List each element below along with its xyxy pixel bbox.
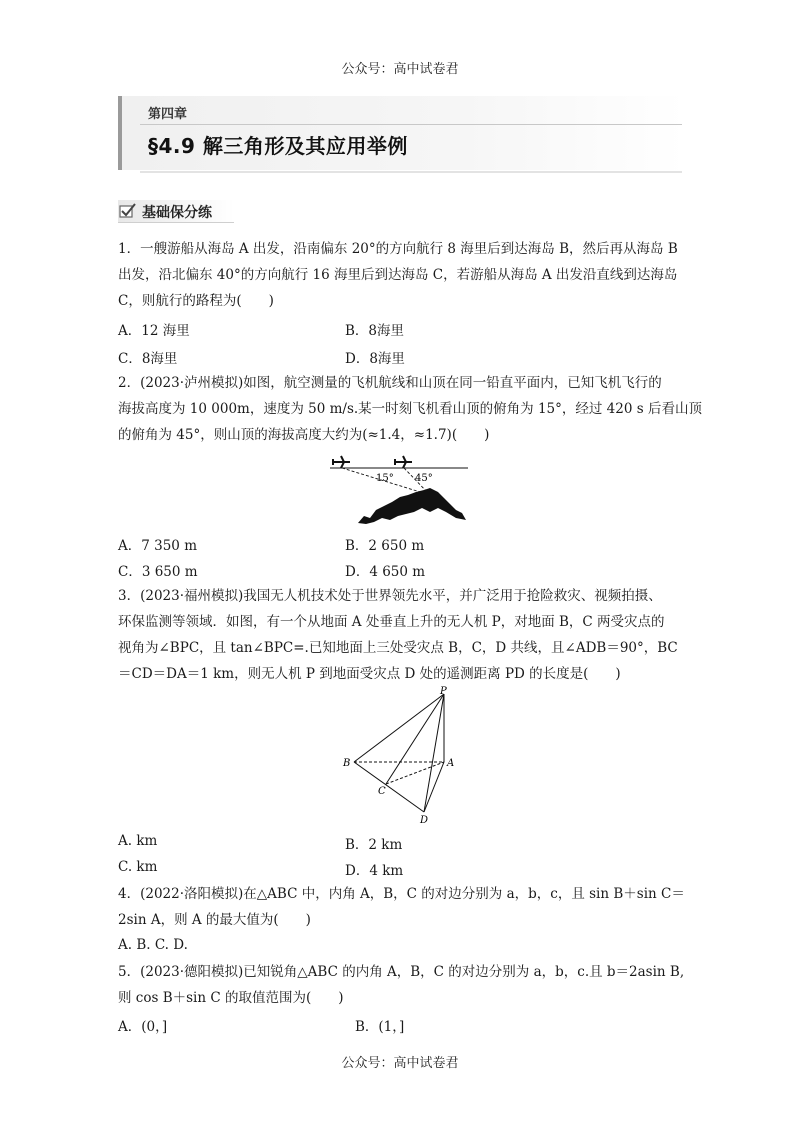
edge-BD [354, 762, 424, 812]
edge-PC [386, 694, 444, 784]
q5-line-2: 则 cos B＋sin C 的取值范围为( ) [118, 990, 344, 1006]
q3-line-3: 视角为∠BPC，且 tan∠BPC=.已知地面上三处受灾点 B，C，D 共线，且∠ADB＝90°，BC [118, 640, 678, 656]
angle-15-label: 15° [376, 473, 394, 484]
q1-line-3: C，则航行的路程为( ) [118, 293, 274, 309]
edge-PD [424, 694, 444, 812]
point-B-label: B [343, 758, 351, 769]
q2-figure [328, 450, 473, 528]
chapter-divider [140, 124, 682, 125]
q2-option-d: D．4 650 m [345, 564, 426, 580]
chapter-label: 第四章 [148, 107, 188, 122]
q4-line-2: 2sin A，则 A 的最大值为( ) [118, 912, 311, 928]
q3-figure [340, 684, 460, 826]
q1-option-a: A．12 海里 [118, 323, 190, 339]
q2-option-c: C．3 650 m [118, 564, 198, 580]
page-footer: 公众号：高中试卷君 [341, 1056, 459, 1071]
q5-option-a: A．(0，] [118, 1019, 168, 1035]
q2-line-2: 海拔高度为 10 000m，速度为 50 m/s.某一时刻飞机看山顶的俯角为 15°，经过 420 s 后看山顶 [118, 401, 702, 417]
point-C-label: C [378, 786, 386, 797]
q3-option-b: B．2 km [345, 837, 403, 853]
point-A-label: A [447, 758, 455, 769]
edge-CA [386, 762, 444, 784]
section-title: §4.9 解三角形及其应用举例 [148, 134, 408, 158]
q2-line-1: 2．(2023·泸州模拟)如图，航空测量的飞机航线和山顶在同一铅直平面内，已知飞机飞行的 [118, 375, 662, 391]
point-D-label: D [420, 815, 429, 826]
q4-line-1: 4．(2022·洛阳模拟)在△ABC 中，内角 A，B，C 的对边分别为 a，b，c，且 sin B＋sin C＝ [118, 886, 685, 902]
angle-45-label: 45° [415, 473, 433, 484]
title-shadow [140, 171, 682, 173]
edge-AD [424, 762, 444, 812]
q1-option-c: C．8海里 [118, 351, 178, 367]
q3-line-4: ＝CD＝DA＝1 km，则无人机 P 到地面受灾点 D 处的遥测距离 PD 的长度是( ) [118, 666, 621, 682]
q1-option-b: B．8海里 [345, 323, 405, 339]
point-P-label: P [440, 686, 447, 697]
page-header: 公众号：高中试卷君 [341, 62, 459, 77]
q1-line-2: 出发，沿北偏东 40°的方向航行 16 海里后到达海岛 C，若游船从海岛 A 出发沿直线到达海岛 [118, 267, 678, 283]
q2-option-a: A．7 350 m [118, 538, 197, 554]
edge-PB [354, 694, 444, 762]
q2-option-b: B．2 650 m [345, 538, 425, 554]
q3-line-2: 环保监测等领域．如图，有一个从地面 A 处垂直上升的无人机 P，对地面 B，C 两受灾点的 [118, 614, 665, 630]
q5-line-1: 5．(2023·德阳模拟)已知锐角△ABC 的内角 A，B，C 的对边分别为 a，b，c.且 b＝2asin B, [118, 964, 685, 980]
practice-section-label: 基础保分练 [142, 205, 212, 221]
q1-option-d: D．8海里 [345, 351, 405, 367]
checkbox-icon [119, 203, 137, 219]
q2-line-3: 的俯角为 45°，则山顶的海拔高度大约为(≈1.4，≈1.7)( ) [118, 427, 490, 443]
q3-option-a: A. km [118, 833, 158, 849]
q5-option-b: B．(1，] [355, 1019, 405, 1035]
q4-options: A. B. C. D. [118, 937, 188, 953]
airplane-icon-1 [332, 456, 350, 468]
q1-line-1: 1．一艘游船从海岛 A 出发，沿南偏东 20°的方向航行 8 海里后到达海岛 B，然后再从海岛 B [118, 241, 678, 257]
q3-line-1: 3．(2023·福州模拟)我国无人机技术处于世界领先水平，并广泛用于抢险救灾、视频拍摄、 [118, 588, 662, 604]
airplane-icon-2 [394, 456, 412, 468]
mountain-silhouette [358, 488, 466, 524]
q3-option-c: C. km [118, 859, 158, 875]
q3-option-d: D．4 km [345, 863, 404, 879]
